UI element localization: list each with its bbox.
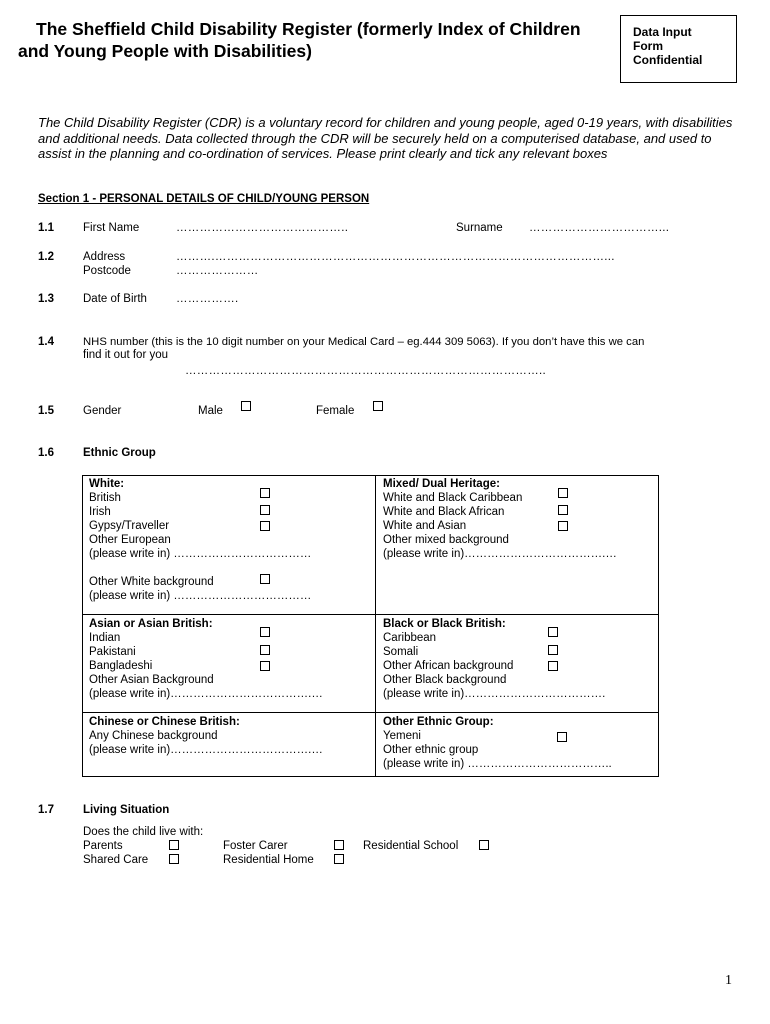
nhs-number-field[interactable]: ……………………………………………………………………………….. [185, 365, 546, 377]
asian-pakistani-checkbox[interactable] [260, 645, 270, 655]
white-other-european-label: Other European [89, 534, 171, 546]
mixed-wbc-label: White and Black Caribbean [383, 492, 523, 504]
mixed-wa-label: White and Asian [383, 520, 467, 532]
ethnic-table-divider-row-1 [82, 614, 659, 615]
white-other-background-label: Other White background [89, 576, 214, 588]
white-heading: White: [89, 478, 125, 490]
q1-4-number: 1.4 [38, 336, 54, 348]
postcode-label: Postcode [83, 265, 131, 277]
white-gypsy-checkbox[interactable] [260, 521, 270, 531]
white-other-background-checkbox[interactable] [260, 574, 270, 584]
ethnic-table-divider-row-2 [82, 712, 659, 713]
white-cell [89, 477, 311, 603]
postcode-field[interactable]: ………………… [176, 265, 259, 277]
living-situation-label: Living Situation [83, 804, 170, 816]
mixed-write-in-field[interactable]: (please write in)……………………………….… [383, 548, 617, 560]
mixed-wbc-checkbox[interactable] [558, 488, 568, 498]
first-name-field[interactable]: …………………………………….. [176, 222, 349, 234]
asian-write-in-field[interactable]: (please write in)……………………………….… [89, 688, 323, 700]
q1-1-number: 1.1 [38, 222, 54, 234]
page-number: 1 [725, 973, 732, 988]
foster-carer-checkbox[interactable] [334, 840, 344, 850]
surname-label: Surname [456, 222, 503, 234]
black-somali-label: Somali [383, 646, 419, 658]
male-label: Male [198, 405, 223, 417]
other-ethnic-cell [383, 715, 612, 771]
parents-checkbox[interactable] [169, 840, 179, 850]
surname-field[interactable]: ……………………………... [529, 222, 670, 234]
other-ethnic-label: Other ethnic group [383, 744, 479, 756]
chinese-any-label: Any Chinese background [89, 730, 218, 742]
black-other-label: Other Black background [383, 674, 507, 686]
male-checkbox[interactable] [241, 401, 251, 411]
black-other-african-label: Other African background [383, 660, 514, 672]
white-write-in-field-1[interactable]: (please write in) ……………………………… [89, 548, 312, 560]
stamp-line-1: Data Input [633, 25, 692, 39]
ethnic-table-divider-vertical [375, 475, 376, 777]
asian-indian-checkbox[interactable] [260, 627, 270, 637]
residential-school-label: Residential School [363, 840, 459, 852]
section-1-heading: Section 1 - PERSONAL DETAILS OF CHILD/YOUNG PERSON [38, 193, 370, 205]
parents-label: Parents [83, 840, 123, 852]
foster-carer-label: Foster Carer [223, 840, 288, 852]
chinese-heading: Chinese or Chinese British: [89, 716, 240, 728]
black-caribbean-label: Caribbean [383, 632, 437, 644]
other-yemeni-label: Yemeni [383, 730, 421, 742]
q1-7-number: 1.7 [38, 804, 54, 816]
mixed-other-label: Other mixed background [383, 534, 509, 546]
chinese-write-in-field[interactable]: (please write in)……………………………….… [89, 744, 323, 756]
mixed-wba-label: White and Black African [383, 506, 505, 518]
black-write-in-field[interactable]: (please write in)………………………………. [383, 688, 606, 700]
residential-home-checkbox[interactable] [334, 854, 344, 864]
nhs-label-line-2: find it out for you [83, 349, 169, 361]
residential-school-checkbox[interactable] [479, 840, 489, 850]
mixed-wba-checkbox[interactable] [558, 505, 568, 515]
black-cell [383, 617, 605, 701]
other-ethnic-heading: Other Ethnic Group: [383, 716, 494, 728]
shared-care-checkbox[interactable] [169, 854, 179, 864]
white-write-in-field-2[interactable]: (please write in) ……………………………… [89, 590, 312, 602]
asian-cell [89, 617, 323, 701]
asian-indian-label: Indian [89, 632, 121, 644]
confidential-stamp-box [620, 15, 737, 83]
chinese-cell [89, 715, 323, 757]
q1-2-number: 1.2 [38, 251, 54, 263]
black-somali-checkbox[interactable] [548, 645, 558, 655]
address-field[interactable]: ……….………………………………………………………………………………………... [176, 251, 615, 263]
residential-home-label: Residential Home [223, 854, 314, 866]
ethnic-group-label: Ethnic Group [83, 447, 156, 459]
asian-bangladeshi-label: Bangladeshi [89, 660, 153, 672]
asian-other-label: Other Asian Background [89, 674, 214, 686]
other-ethnic-write-in-field[interactable]: (please write in) ……………………………….. [383, 758, 612, 770]
other-yemeni-checkbox[interactable] [557, 732, 567, 742]
living-question: Does the child live with: [83, 826, 204, 838]
gender-label: Gender [83, 405, 122, 417]
q1-5-number: 1.5 [38, 405, 54, 417]
dob-label: Date of Birth [83, 293, 147, 305]
stamp-line-3: Confidential [633, 53, 703, 67]
mixed-cell [383, 477, 617, 561]
female-checkbox[interactable] [373, 401, 383, 411]
white-british-checkbox[interactable] [260, 488, 270, 498]
q1-6-number: 1.6 [38, 447, 54, 459]
nhs-label-line-1: NHS number (this is the 10 digit number on your Medical Card – eg.444 309 5063). If you don’t have this we can [83, 336, 645, 348]
address-label: Address [83, 251, 126, 263]
form-title-line-2: and Young People with Disabilities) [18, 41, 312, 61]
white-irish-label: Irish [89, 506, 111, 518]
dob-field[interactable]: ……………. [176, 293, 239, 305]
mixed-wa-checkbox[interactable] [558, 521, 568, 531]
intro-paragraph: The Child Disability Register (CDR) is a voluntary record for children and young people, aged 0-19 years, with disabilities and additional needs. Data collected through the CDR will be securely held on a computerised database, and used to assist in the planning and co-ordination of services. Please print clearly and tick any relevant boxes [38, 115, 733, 161]
form-title [18, 18, 618, 62]
mixed-heading: Mixed/ Dual Heritage: [383, 478, 500, 490]
shared-care-label: Shared Care [83, 854, 149, 866]
female-label: Female [316, 405, 355, 417]
stamp-line-2: Form [633, 39, 663, 53]
black-heading: Black or Black British: [383, 618, 506, 630]
first-name-label: First Name [83, 222, 140, 234]
black-other-african-checkbox[interactable] [548, 661, 558, 671]
asian-heading: Asian or Asian British: [89, 618, 213, 630]
asian-pakistani-label: Pakistani [89, 646, 136, 658]
q1-3-number: 1.3 [38, 293, 54, 305]
white-gypsy-label: Gypsy/Traveller [89, 520, 170, 532]
black-caribbean-checkbox[interactable] [548, 627, 558, 637]
white-irish-checkbox[interactable] [260, 505, 270, 515]
form-title-line-1: The Sheffield Child Disability Register (formerly Index of Children [36, 19, 581, 39]
white-british-label: British [89, 492, 121, 504]
asian-bangladeshi-checkbox[interactable] [260, 661, 270, 671]
